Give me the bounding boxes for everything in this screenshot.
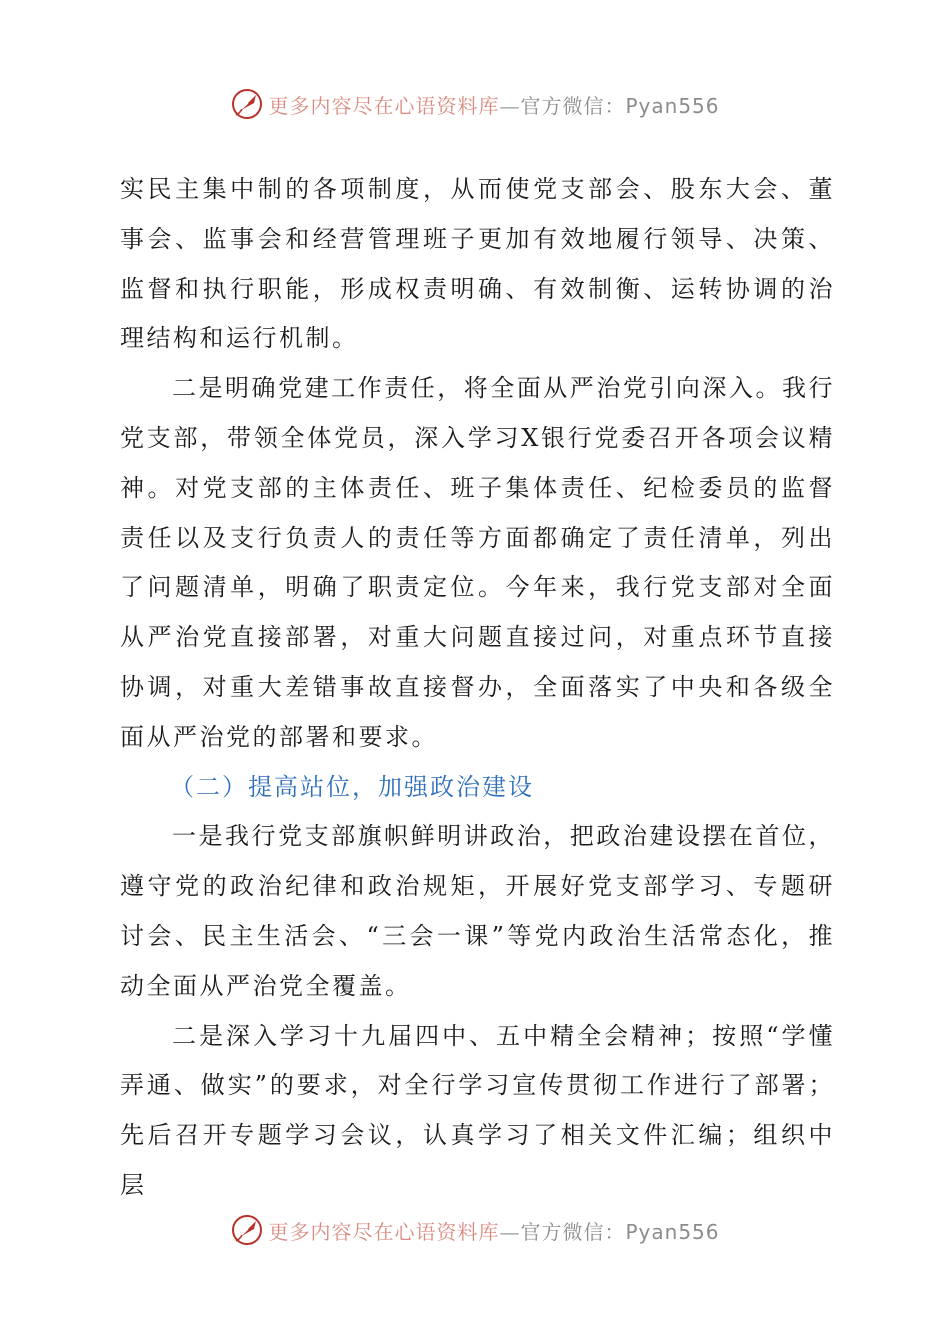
quill-pen-logo-icon <box>230 87 264 121</box>
footer-banner <box>0 1210 950 1250</box>
banner-wechat-id: Pyan556 <box>625 1219 720 1244</box>
paragraph-continuation: 实民主集中制的各项制度，从而使党支部会、股东大会、董事会、监事会和经营管理班子更加有效地履行领导、决策、监督和执行职能，形成权责明确、有效制衡、运转协调的治理结构和运行机制。 <box>120 175 835 353</box>
section-heading-political-building: （二）提高站位，加强政治建设 <box>170 772 534 801</box>
banner-wechat-id: Pyan556 <box>625 93 720 118</box>
paragraph-study-plenum: 二是深入学习十九届四中、五中精全会精神；按照“学懂弄通、做实”的要求，对全行学习宣传贯彻工作进行了部署；先后召开专题学习会议，认真学习了相关文件汇编；组织中层 <box>120 1021 835 1199</box>
banner-site-text: 更多内容尽在心语资料库 <box>268 1219 500 1244</box>
banner-site-text: 更多内容尽在心语资料库 <box>268 93 500 118</box>
paragraph-political-discipline: 一是我行党支部旗帜鲜明讲政治，把政治建设摆在首位，遵守党的政治纪律和政治规矩，开展好党支部学习、专题研讨会、民主生活会、“三会一课”等党内政治生活常态化，推动全面从严治党全覆盖。 <box>120 822 835 1000</box>
header-banner <box>0 84 950 124</box>
document-body <box>120 165 835 1211</box>
banner-wechat-label: 官方微信： <box>520 1219 626 1244</box>
quill-pen-logo-icon <box>230 1213 264 1247</box>
paragraph-party-responsibility: 二是明确党建工作责任，将全面从严治党引向深入。我行党支部，带领全体党员，深入学习X银行党委召开各项会议精神。对党支部的主体责任、班子集体责任、纪检委员的监督责任以及支行负责人的责任等方面都确定了责任清单，列出了问题清单，明确了职责定位。今年来，我行党支部对全面从严治党直接部署，对重大问题直接过问，对重点环节直接协调，对重大差错事故直接督办，全面落实了中央和各级全面从严治党的部署和要求。 <box>120 374 835 751</box>
banner-wechat-label: 官方微信： <box>520 93 626 118</box>
banner-separator: — <box>499 1219 521 1244</box>
banner-separator: — <box>499 93 521 118</box>
